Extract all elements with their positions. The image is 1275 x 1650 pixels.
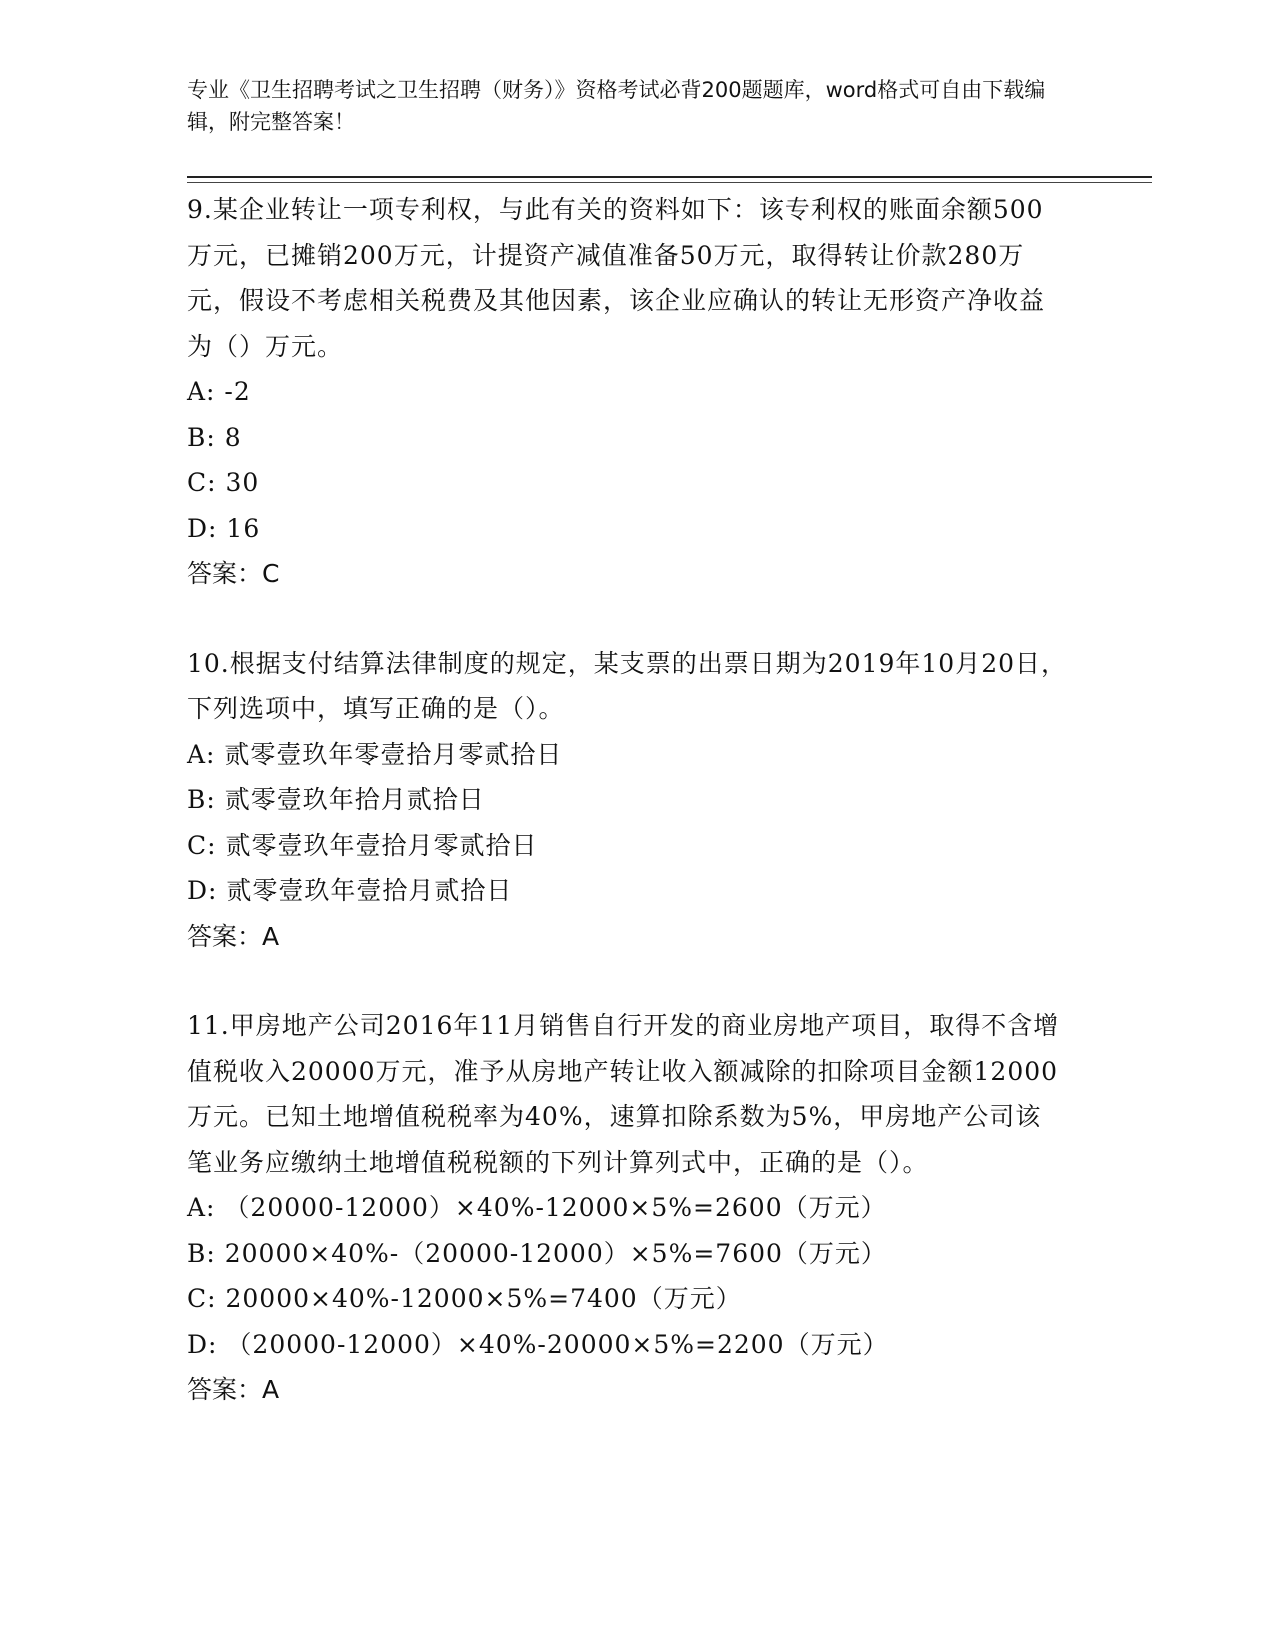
option-d: D: 16 — [187, 513, 261, 543]
option-a: A: （20000-12000）×40%-12000×5%=2600（万元） — [187, 1193, 887, 1222]
question-stem: 10.根据支付结算法律制度的规定，某支票的出票日期为2019年10月20日，下列选项中，填写正确的是（）。 — [187, 648, 1068, 723]
answer-label: 答案：C — [187, 559, 280, 588]
question-list — [187, 187, 1087, 1457]
option-d: D: （20000-12000）×40%-20000×5%=2200（万元） — [187, 1329, 889, 1359]
option-d: D: 贰零壹玖年壹拾月贰拾日 — [187, 876, 513, 905]
option-b: B: 8 — [187, 422, 242, 452]
question-stem: 11.甲房地产公司2016年11月销售自行开发的商业房地产项目，取得不含增值税收入20000万元，准予从房地产转让收入额减除的扣除项目金额12000万元。已知土地增值税税率为40%，速算扣除系数为5%，甲房地产公司该笔业务应缴纳土地增值税税额的下列计算列式中，正确的是（）。 — [187, 1011, 1060, 1177]
question-9 — [187, 187, 1087, 597]
document-header: 专业《卫生招聘考试之卫生招聘（财务）》资格考试必背200题题库，word格式可自由下载编辑，附完整答案！ — [187, 78, 1046, 134]
question-11 — [187, 1003, 1087, 1413]
option-b: B: 20000×40%-（20000-12000）×5%=7600（万元） — [187, 1238, 887, 1268]
question-10 — [187, 641, 1087, 960]
option-a: A: 贰零壹玖年零壹拾月零贰拾日 — [187, 739, 563, 769]
header-divider-thick — [187, 176, 1152, 178]
option-c: C: 贰零壹玖年壹拾月零贰拾日 — [187, 830, 538, 860]
option-b: B: 贰零壹玖年拾月贰拾日 — [187, 785, 485, 814]
option-a: A: -2 — [187, 377, 251, 406]
option-c: C: 20000×40%-12000×5%=7400（万元） — [187, 1284, 742, 1313]
question-stem: 9.某企业转让一项专利权，与此有关的资料如下：该专利权的账面余额500万元，已摊销200万元，计提资产减值准备50万元，取得转让价款280万元，假设不考虑相关税费及其他因素，该企业应确认的转让无形资产净收益为（）万元。 — [187, 195, 1046, 361]
answer-label: 答案：A — [187, 1375, 280, 1404]
option-c: C: 30 — [187, 468, 260, 497]
answer-label: 答案：A — [187, 921, 280, 951]
header-divider-thin — [187, 182, 1152, 183]
